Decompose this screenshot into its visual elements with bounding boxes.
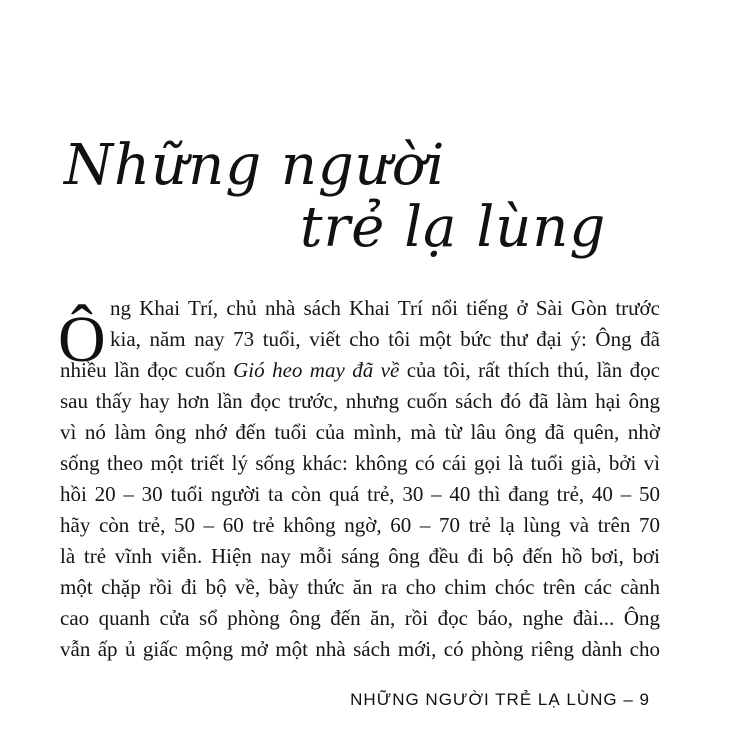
- body-line-10: một chặp rồi đi bộ về, bày thức ăn ra cho chim chóc trên các cành: [60, 575, 660, 599]
- body-line-9: là trẻ vĩnh viễn. Hiện nay mỗi sáng ông đều đi bộ đến hồ bơi, bơi: [60, 544, 660, 568]
- body-line-12: vẫn ấp ủ giấc mộng mở một nhà sách mới, có phòng riêng dành cho: [60, 637, 660, 661]
- body-line-1: ng Khai Trí, chủ nhà sách Khai Trí nổi tiếng ở Sài Gòn trước: [110, 296, 660, 320]
- body-line-6: sống theo một triết lý sống khác: không có cái gọi là tuổi già, bởi vì: [60, 451, 660, 475]
- book-title-italic: Gió heo may đã về: [233, 358, 400, 382]
- drop-cap: Ô: [58, 303, 106, 376]
- chapter-title-line-1: Những người: [64, 133, 446, 198]
- body-line-3: [60, 355, 660, 386]
- body-text: [60, 293, 660, 665]
- body-line-3-start: nhiều lần đọc cuốn: [60, 358, 234, 382]
- drop-cap-indented-lines: [60, 293, 660, 355]
- body-line-7: hồi 20 – 30 tuổi người ta còn quá trẻ, 30 – 40 thì đang trẻ, 40 – 50: [60, 482, 660, 506]
- body-line-2: kia, năm nay 73 tuổi, viết cho tôi một bức thư đại ý: Ông đã: [110, 327, 660, 351]
- running-footer: NHỮNG NGƯỜI TRẺ LẠ LÙNG – 9: [350, 690, 650, 709]
- chapter-title-line-2: trẻ lạ lùng: [300, 195, 607, 260]
- body-line-5: vì nó làm ông nhớ đến tuổi của mình, mà từ lâu ông đã quên, nhờ: [60, 420, 660, 444]
- body-line-3-end: của tôi, rất thích thú, lần đọc: [399, 358, 660, 382]
- body-line-8: hãy còn trẻ, 50 – 60 trẻ không ngờ, 60 – 70 trẻ lạ lùng và trên 70: [60, 513, 660, 537]
- body-line-11: cao quanh cửa sổ phòng ông đến ăn, rồi đọc báo, nghe đài... Ông: [60, 606, 660, 630]
- body-line-4: sau thấy hay hơn lần đọc trước, nhưng cuốn sách đó đã làm hại ông: [60, 389, 660, 413]
